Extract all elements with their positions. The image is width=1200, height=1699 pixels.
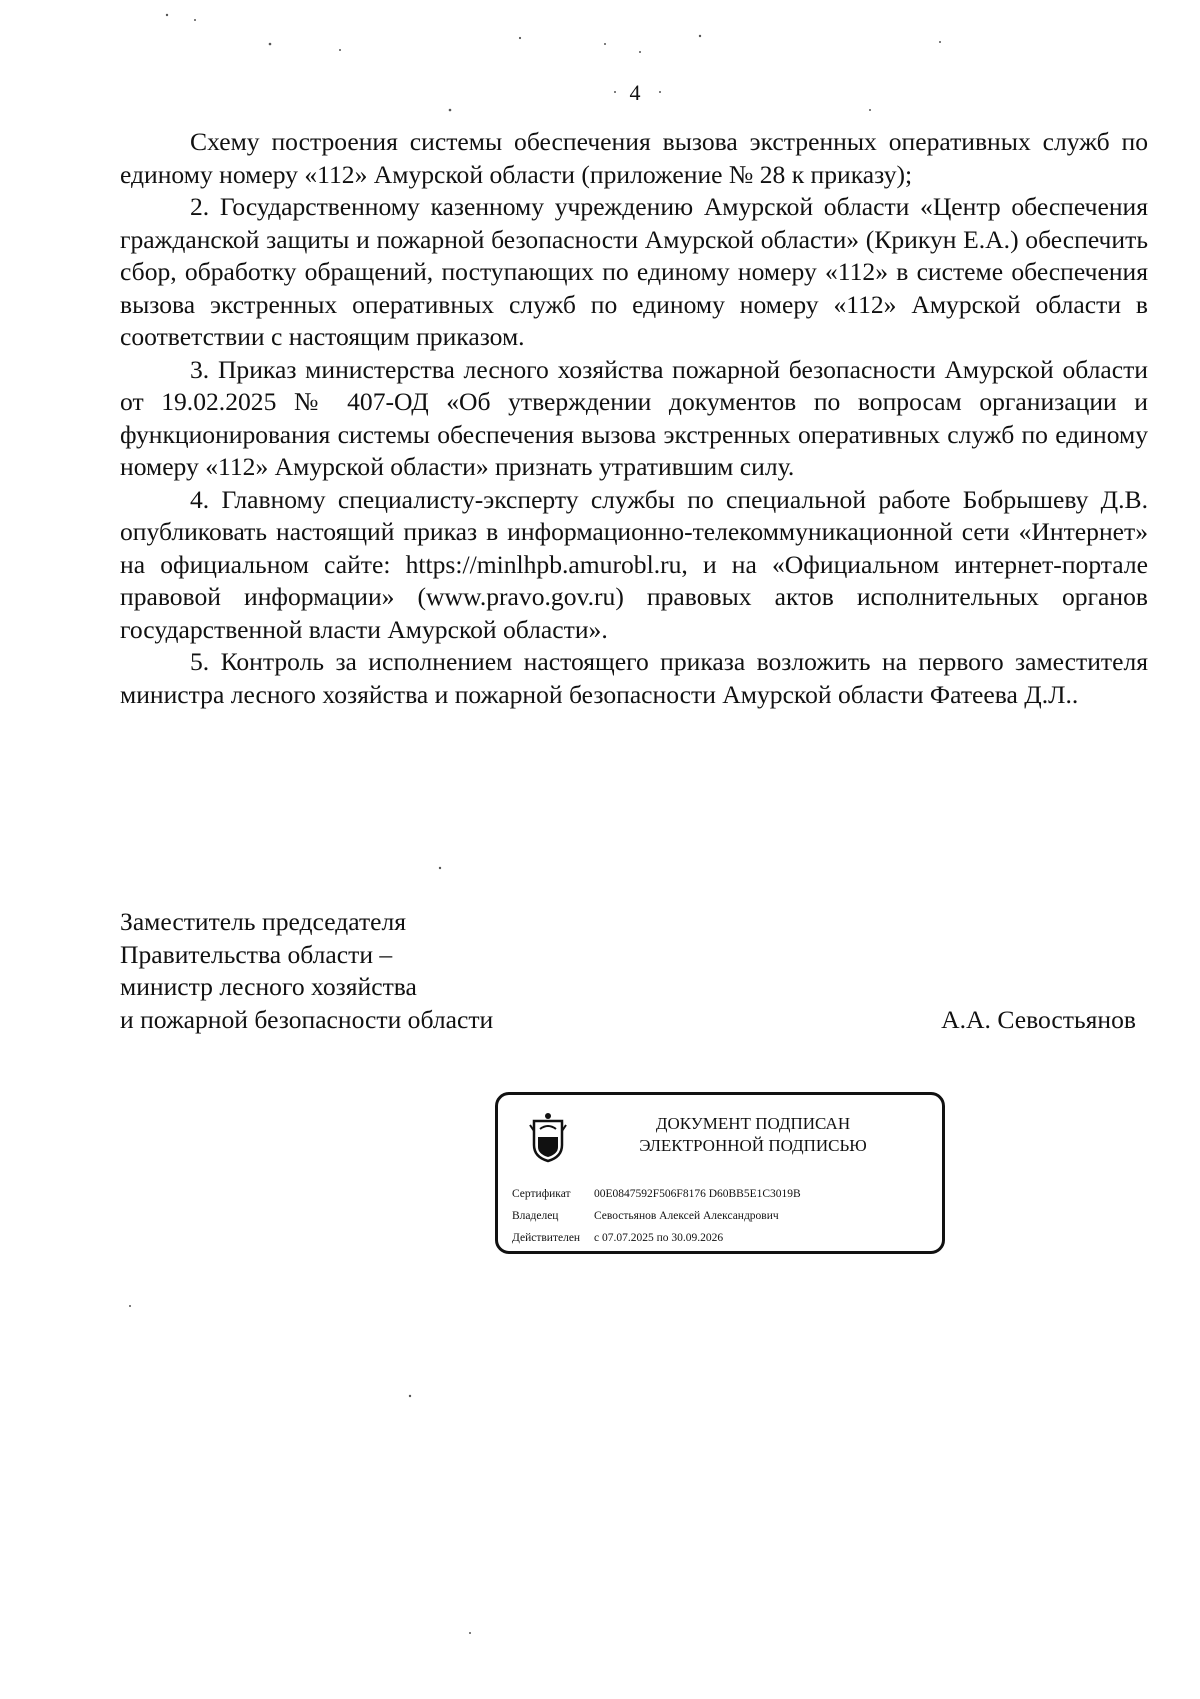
signatory-name: А.А. Севостьянов (941, 1005, 1136, 1034)
stamp-valid-value: с 07.07.2025 по 30.09.2026 (594, 1232, 724, 1244)
coat-of-arms-icon (528, 1111, 568, 1163)
paragraph-2: 2. Государственному казенному учреждению Амурской области «Центр обеспечения гражданской защиты и пожарной безопасности Амурской области» (Крикун Е.А.) обеспечить сбор, обработку обращений, поступающих по единому номеру «112» в системе обеспечения вызова экстренных оперативных служб по единому номеру «112» Амурской области в соответствии с настоящим приказом. (120, 192, 1148, 351)
paragraph-scheme: Схему построения системы обеспечения вызова экстренных оперативных служб по единому номеру «112» Амурской области (приложение № 28 к приказу); (120, 127, 1148, 189)
stamp-owner-row (512, 1205, 801, 1227)
paragraph-4: 4. Главному специалисту-эксперту службы по специальной работе Бобрышеву Д.В. опубликовать настоящий приказ в информационно-телекоммуникационной сети «Интернет» на официальном сайте: https://minlhpb.amurobl.ru, и на «Официальном интернет-портале правовой информации» (www.pravo.gov.ru) правовых актов исполнительных органов государственной власти Амурской области». (120, 484, 1148, 644)
stamp-title-line: ДОКУМЕНТ ПОДПИСАН (655, 1114, 851, 1133)
stamp-title (588, 1113, 918, 1157)
signatory-position-line: Заместитель председателя (120, 907, 407, 936)
stamp-owner-value: Севостьянов Алексей Александрович (594, 1210, 779, 1222)
stamp-title-line: ЭЛЕКТРОННОЙ ПОДПИСЬЮ (639, 1136, 867, 1155)
paragraph-3: 3. Приказ министерства лесного хозяйства пожарной безопасности Амурской области от 19.02.2025 № 407-ОД «Об утверждении документов по вопросам организации и функционирования системы обеспечения вызова экстренных оперативных служб по единому номеру «112» Амурской области» признать утратившим силу. (120, 354, 1148, 481)
page-number: 4 (629, 80, 641, 105)
stamp-owner-label: Владелец (512, 1210, 559, 1222)
stamp-certificate-value: 00E0847592F506F8176 D60BB5E1C3019B (594, 1188, 801, 1200)
document-body (120, 126, 1148, 711)
stamp-certificate-row (512, 1183, 801, 1205)
signatory-position (120, 906, 493, 1036)
stamp-valid-row (512, 1227, 801, 1249)
signatory-position-line: министр лесного хозяйства (120, 972, 417, 1001)
electronic-signature-stamp (495, 1092, 945, 1254)
stamp-details (512, 1183, 801, 1249)
paragraph-5: 5. Контроль за исполнением настоящего приказа возложить на первого заместителя министра лесного хозяйства и пожарной безопасности Амурской области Фатеева Д.Л.. (120, 647, 1148, 709)
stamp-valid-label: Действителен (512, 1232, 581, 1244)
signatory-position-line: и пожарной безопасности области (120, 1004, 494, 1034)
signatory-position-line: Правительства области – (120, 939, 393, 969)
stamp-certificate-label: Сертификат (512, 1188, 571, 1200)
